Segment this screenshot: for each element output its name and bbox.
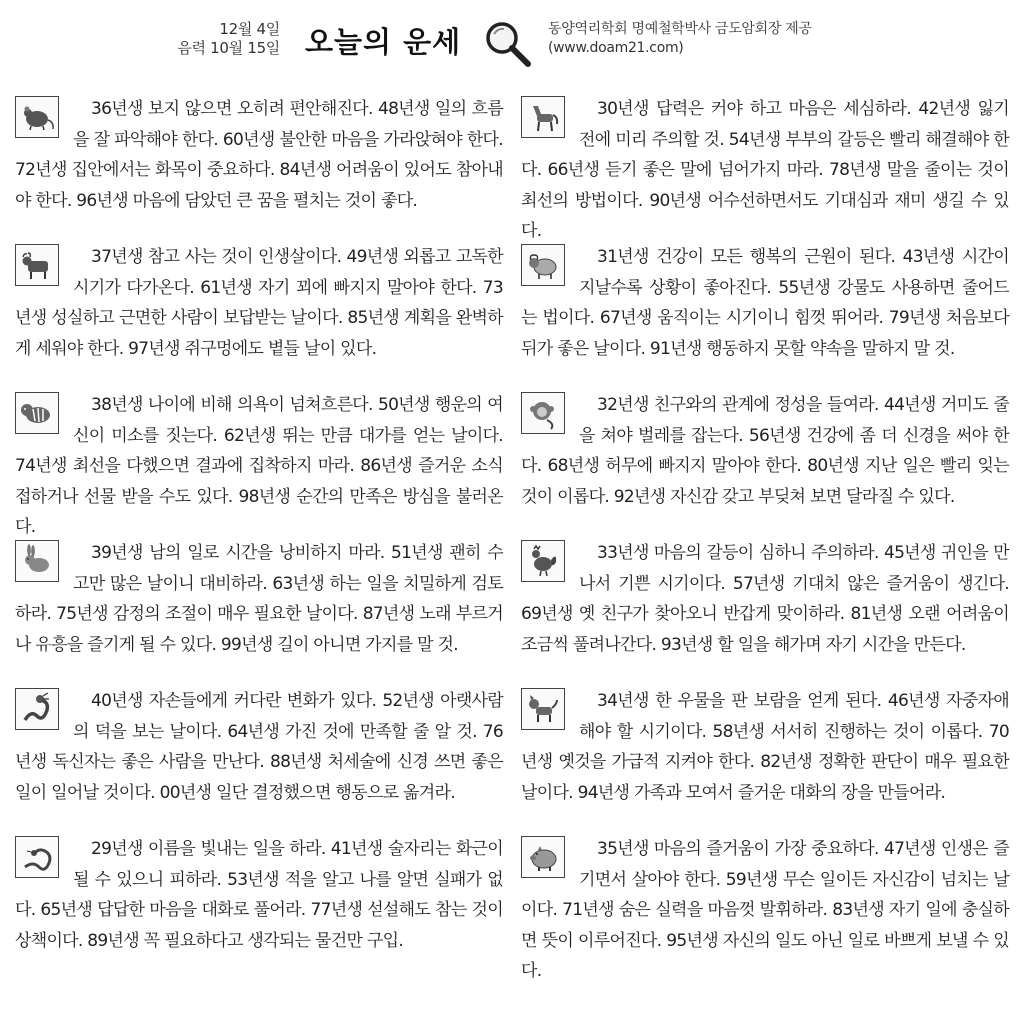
rat-icon (15, 96, 59, 138)
header (0, 0, 1024, 80)
fortune-text: 37년생 참고 사는 것이 인생살이다. 49년생 외롭고 고독한 시기가 다가온다. 61년생 자기 꾀에 빠지지 말아야 한다. 73년생 성실하고 근면한 사람이 보답받는 날이다. 85년생 계획을 완벽하게 세워야 한다. 97년생 쥐구멍에도 볕들 날이 있다. (15, 247, 503, 359)
right-column (521, 94, 1009, 982)
sheep-icon (521, 244, 565, 286)
fortune-entry-monkey (521, 390, 1009, 538)
solar-date: 12월 4일 (219, 20, 280, 38)
monkey-icon (521, 392, 565, 434)
fortune-entry-dog (521, 686, 1009, 834)
fortune-entry-ox (15, 242, 503, 390)
fortune-text: 35년생 마음의 즐거움이 가장 중요하다. 47년생 인생은 즐기면서 살아야 한다. 59년생 무슨 일이든 자신감이 넘치는 날이다. 71년생 숨은 실력을 마음껏 발휘하라. 83년생 자기 일에 충실하면 뜻이 이루어진다. 95년생 자신의 일도 아닌 일로 바쁘게 보낼 수 있다. (521, 839, 1009, 981)
fortune-text: 38년생 나이에 비해 의욕이 넘쳐흐른다. 50년생 행운의 여신이 미소를 짓는다. 62년생 뛰는 만큼 대가를 얻는 날이다. 74년생 최선을 다했으면 결과에 집착하지 마라. 86년생 즐거운 소식 접하거나 선물 받을 수도 있다. 98년생 순간의 만족은 방심을 불러온다. (15, 395, 503, 537)
pig-icon (521, 836, 565, 878)
fortune-text: 39년생 남의 일로 시간을 낭비하지 마라. 51년생 괜히 수고만 많은 날이니 대비하라. 63년생 하는 일을 치밀하게 검토하라. 75년생 감정의 조절이 매우 필요한 날이다. 87년생 노래 부르거나 유흥을 즐기게 될 수 있다. 99년생 길이 아니면 가지를 말 것. (15, 543, 503, 655)
fortune-entry-rabbit (15, 538, 503, 686)
fortune-entry-dragon (15, 686, 503, 834)
fortune-text: 30년생 답력은 커야 하고 마음은 세심하라. 42년생 잃기 전에 미리 주의할 것. 54년생 부부의 갈등은 빨리 해결해야 한다. 66년생 듣기 좋은 말에 넘어가지 마라. 78년생 말을 줄이는 것이 최선의 방법이다. 90년생 어수선하면서도 기대심과 재미 생길 수 있다. (521, 99, 1009, 241)
page-title: 오늘의 운세 (305, 25, 462, 59)
fortune-text: 34년생 한 우물을 판 보람을 얻게 된다. 46년생 자중자애해야 할 시기이다. 58년생 서서히 진행하는 것이 이롭다. 70년생 옛것을 가급적 지켜야 한다. 82년생 정확한 판단이 매우 필요한 날이다. 94년생 가족과 모여서 즐거운 대화의 장을 만들어라. (521, 691, 1009, 803)
horse-icon (521, 96, 565, 138)
fortune-entry-sheep (521, 242, 1009, 390)
fortune-text: 29년생 이름을 빛내는 일을 하라. 41년생 술자리는 화근이 될 수 있으니 피하라. 53년생 적을 알고 나를 알면 실패가 없다. 65년생 답답한 마음을 대화로 풀어라. 77년생 섣설해도 참는 것이 상책이다. 89년생 꼭 필요하다고 생각되는 물건만 구입. (15, 839, 503, 951)
provider-website: (www.doam21.com) (548, 40, 684, 56)
snake-icon (15, 836, 59, 878)
fortune-text: 40년생 자손들에게 커다란 변화가 있다. 52년생 아랫사람의 덕을 보는 날이다. 64년생 가진 것에 만족할 줄 알 것. 76년생 독신자는 좋은 사람을 만난다. 88년생 처세술에 신경 쓰면 좋은 일이 일어날 것이다. 00년생 일단 결정했으면 행동으로 옮겨라. (15, 691, 503, 803)
fortune-text: 31년생 건강이 모든 행복의 근원이 된다. 43년생 시간이 지날수록 상황이 좋아진다. 55년생 강물도 사용하면 줄어드는 법이다. 67년생 움직이는 시기이니 힘껏 뛰어라. 79년생 처음보다 뒤가 좋은 날이다. 91년생 행동하지 못할 약속을 말하지 말 것. (521, 247, 1009, 359)
fortune-text: 33년생 마음의 갈등이 심하니 주의하라. 45년생 귀인을 만나서 기쁜 시기이다. 57년생 기대치 않은 즐거움이 생긴다. 69년생 옛 친구가 찾아오니 반갑게 맞이하라. 81년생 오랜 어려움이 조금씩 풀려나간다. 93년생 할 일을 해가며 자기 시간을 만든다. (521, 543, 1009, 655)
fortune-entry-rat (15, 94, 503, 242)
dog-icon (521, 688, 565, 730)
provider-block (548, 20, 831, 58)
ox-icon (15, 244, 59, 286)
rooster-icon (521, 540, 565, 582)
lunar-date: 음력 10월 15일 (177, 39, 280, 57)
fortune-entry-rooster (521, 538, 1009, 686)
dragon-icon (15, 688, 59, 730)
provider-name: 동양역리학회 명예철학박사 금도암회장 제공 (548, 21, 812, 37)
fortune-entry-horse (521, 94, 1009, 242)
left-column (15, 94, 503, 982)
fortune-entry-tiger (15, 390, 503, 538)
rabbit-icon (15, 540, 59, 582)
magnifying-glass-icon (482, 18, 536, 72)
date-block (177, 20, 280, 58)
fortune-text: 32년생 친구와의 관계에 정성을 들여라. 44년생 거미도 줄을 쳐야 벌레를 잡는다. 56년생 건강에 좀 더 신경을 써야 한다. 68년생 허무에 빠지지 말아야 한다. 80년생 지난 일은 빨리 잊는 것이 이롭다. 92년생 자신감 갖고 부딪쳐 보면 달라질 수 있다. (521, 395, 1009, 507)
fortune-entry-pig (521, 834, 1009, 982)
tiger-icon (15, 392, 59, 434)
fortune-text: 36년생 보지 않으면 오히려 편안해진다. 48년생 일의 흐름을 잘 파악해야 한다. 60년생 불안한 마음을 가라앉혀야 한다. 72년생 집안에서는 화목이 중요하다. 84년생 어려움이 있어도 참아내야 한다. 96년생 마음에 담았던 큰 꿈을 펼치는 것이 좋다. (15, 99, 503, 211)
fortune-entry-snake (15, 834, 503, 982)
